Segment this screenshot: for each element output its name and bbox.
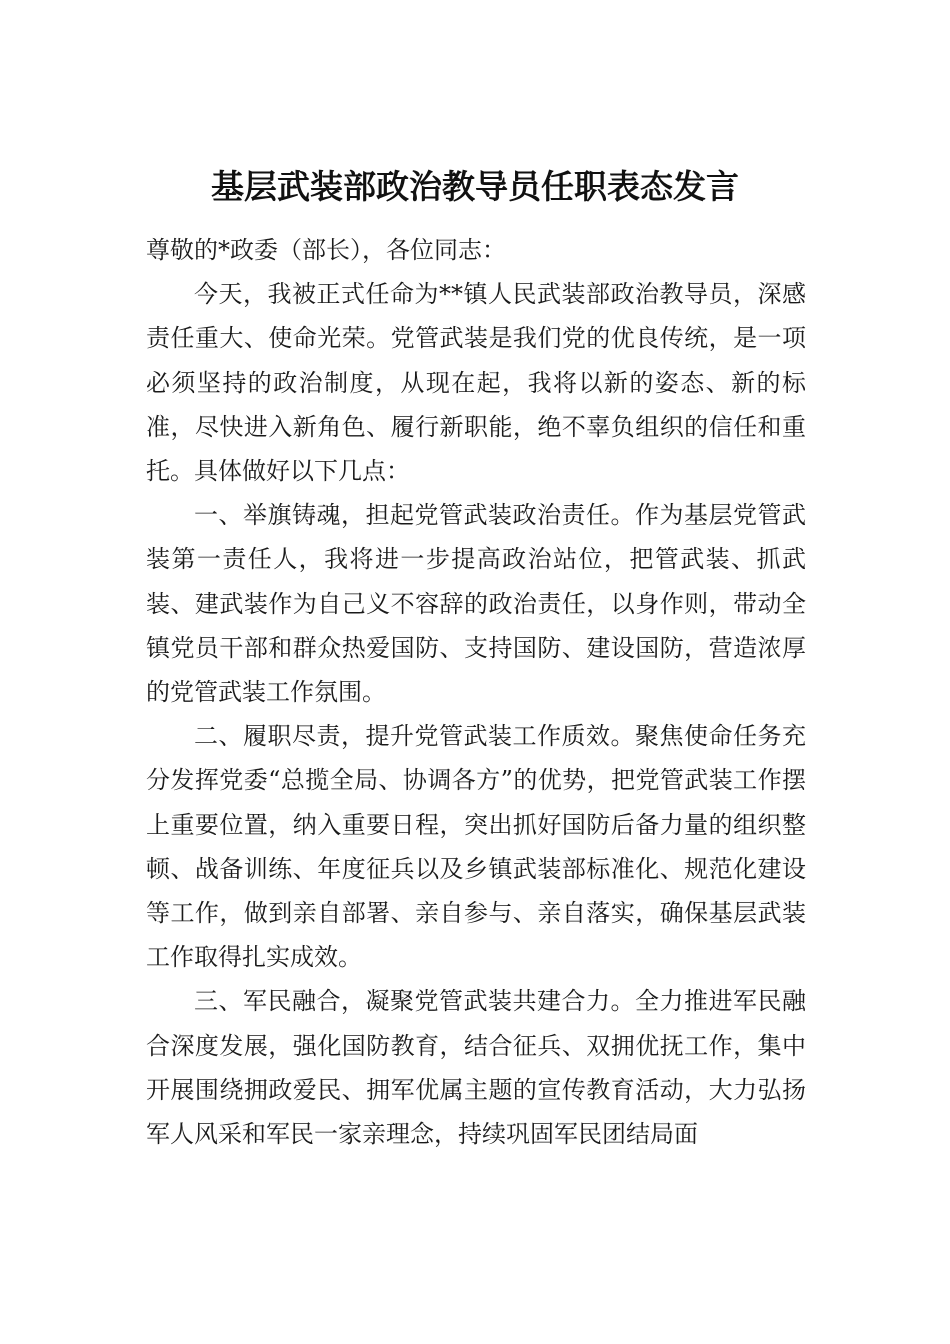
paragraph-point-3: 三、军民融合，凝聚党管武装共建合力。全力推进军民融合深度发展，强化国防教育，结合征兵、双拥优抚工作，集中开展围绕拥政爱民、拥军优属主题的宣传教育活动，大力弘扬军人风采和军民一家亲理念，持续巩固军民团结局面 xyxy=(146,987,806,1149)
paragraph-point-1: 一、举旗铸魂，担起党管武装政治责任。作为基层党管武装第一责任人，我将进一步提高政治站位，把管武装、抓武装、建武装作为自己义不容辞的政治责任，以身作则，带动全镇党员干部和群众热爱国防、支持国防、建设国防，营造浓厚的党管武装工作氛围。 xyxy=(146,501,806,707)
paragraph-intro: 今天，我被正式任命为**镇人民武装部政治教导员，深感责任重大、使命光荣。党管武装是我们党的优良传统，是一项必须坚持的政治制度，从现在起，我将以新的姿态、新的标准，尽快进入新角色、履行新职能，绝不辜负组织的信任和重托。具体做好以下几点： xyxy=(146,280,806,486)
salutation: 尊敬的*政委（部长），各位同志： xyxy=(146,236,506,264)
paragraph-point-2: 二、履职尽责，提升党管武装工作质效。聚焦使命任务充分发挥党委“总揽全局、协调各方”的优势，把党管武装工作摆上重要位置，纳入重要日程，突出抓好国防后备力量的组织整顿、战备训练、年度征兵以及乡镇武装部标准化、规范化建设等工作，做到亲自部署、亲自参与、亲自落实，确保基层武装工作取得扎实成效。 xyxy=(146,722,806,972)
document-body xyxy=(146,228,806,1156)
document-title: 基层武装部政治教导员任职表态发言 xyxy=(211,167,739,206)
